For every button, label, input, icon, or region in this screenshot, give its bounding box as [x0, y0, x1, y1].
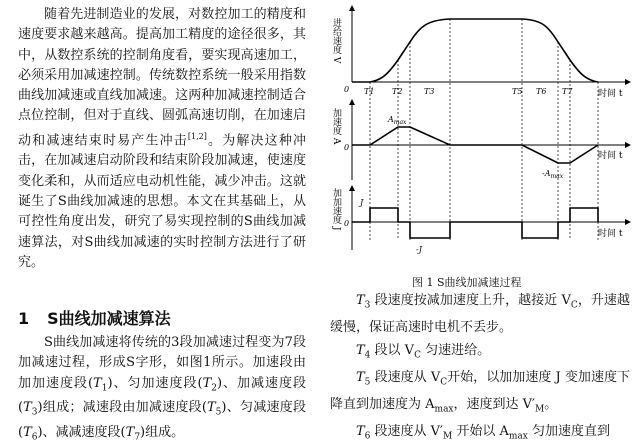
jerk-xlabel: 时间 t: [598, 229, 623, 239]
s-curve-figure: [330, 0, 644, 265]
t1-label: T1: [364, 87, 375, 96]
intro-text-end: 。为解决这种冲击，在加减速启动阶段和结束阶段加减速，使速度变化柔和，从而适应电动机性能，减少冲击。这就诞生了S曲线加减速的思想。本文在其基础上，从可控性角度出发，研究了易实现控制的S曲线加减速算法，对S曲线加减速的实时控制方法进行了研究。: [18, 133, 306, 270]
accel-ylabel: 加速度 A: [331, 108, 341, 145]
t-symbol: T: [23, 400, 32, 416]
sec-text: )、匀加速度段(: [107, 375, 203, 391]
t-symbol: T: [202, 375, 212, 391]
sec-text: )、匀减速度段(: [18, 400, 306, 441]
t-sub: 2: [211, 383, 217, 394]
acceleration-panel: [331, 100, 630, 180]
sec-text: )、加减速度段(: [18, 375, 306, 416]
t-sub: 7: [134, 432, 141, 443]
t6-label: T6: [536, 87, 547, 96]
neg-j-label: -J: [416, 245, 422, 254]
t-sub: 6: [31, 432, 38, 443]
sec-text: S曲线加减速将传统的3段加减速过程变为7段加减速过程，形成S字形，如图1所示。加速段由加加速度段(: [18, 335, 306, 391]
t5-label: T5: [512, 87, 523, 96]
amax-label: $A_{max}$: [388, 115, 407, 126]
accel-origin: 0: [344, 143, 350, 152]
t-sub: 3: [31, 408, 38, 419]
jerk-panel: [331, 186, 630, 254]
t-symbol: T: [23, 425, 32, 441]
para-t4: $T_4$ 段以 $V_C$ 匀速进给。: [356, 342, 491, 361]
t-sub: 5: [215, 408, 222, 419]
para-t5: $T_5$ 段速度从 $V_C$开始，以加加速度 J 变加速度下降直到加速度为 $A_{max}$，速度到达 $V'_M$。: [330, 369, 631, 415]
t-symbol: T: [93, 375, 102, 391]
jerk-curve: [352, 208, 598, 238]
para-t3: $T_3$ 段速度按减加速度上升，越接近 $V_C$，升速越缓慢，保证高速时电机不丢步。: [330, 293, 630, 336]
t7-label: T7: [562, 87, 573, 96]
figure-caption: 图 1 S曲线加减速过程: [412, 276, 522, 289]
jerk-ylabel: 加加速度 J: [331, 188, 341, 231]
velocity-curve: [352, 19, 598, 82]
sec-text: )组成。: [140, 425, 185, 441]
section-title: S曲线加减速算法: [47, 309, 171, 328]
intro-text: 随着先进制造业的发展，对数控加工的精度和速度要求越来越高。提高加工精度的途径很多，其中，从数控系统的控制角度看，要实现高速加工，必须采用加减速控制。传统数控系统一般采用指数曲线加减速或直线加减速。这两种加减速控制适合点位控制，但对于直线、圆弧高速切削，在加速启动和减速结束时易产生冲击: [18, 7, 306, 149]
sec-text: )、减减速度段(: [37, 425, 126, 441]
t-symbol: T: [206, 400, 216, 416]
section-number: 1: [18, 309, 30, 328]
velocity-panel: [331, 6, 630, 99]
jerk-origin: 0: [344, 219, 350, 228]
velocity-xlabel: 时间 t: [598, 89, 623, 99]
right-column-text: [330, 290, 630, 448]
accel-xlabel: 时间 t: [598, 151, 623, 161]
section-heading: [18, 306, 171, 329]
t-symbol: T: [125, 425, 135, 441]
phase-guides: [370, 19, 598, 240]
origin-label: 0: [344, 85, 350, 94]
sec-text: )组成；减速段由加减速度段(: [37, 400, 207, 416]
neg-amax-label: $-A_{max}$: [542, 169, 564, 180]
j-label: J: [360, 198, 364, 207]
para-t6: $T_6$ 段速度从 $V'_M$ 开始以 $A_{max}$ 匀加速度直到: [356, 423, 611, 442]
velocity-ylabel: 进给速度 V: [331, 18, 341, 64]
section-paragraph: [18, 333, 306, 448]
citation[interactable]: [1,2]: [187, 131, 207, 141]
t2-label: T2: [392, 87, 403, 96]
t3-label: T3: [424, 87, 435, 96]
t-sub: 1: [101, 383, 108, 394]
intro-paragraph: [18, 5, 306, 273]
